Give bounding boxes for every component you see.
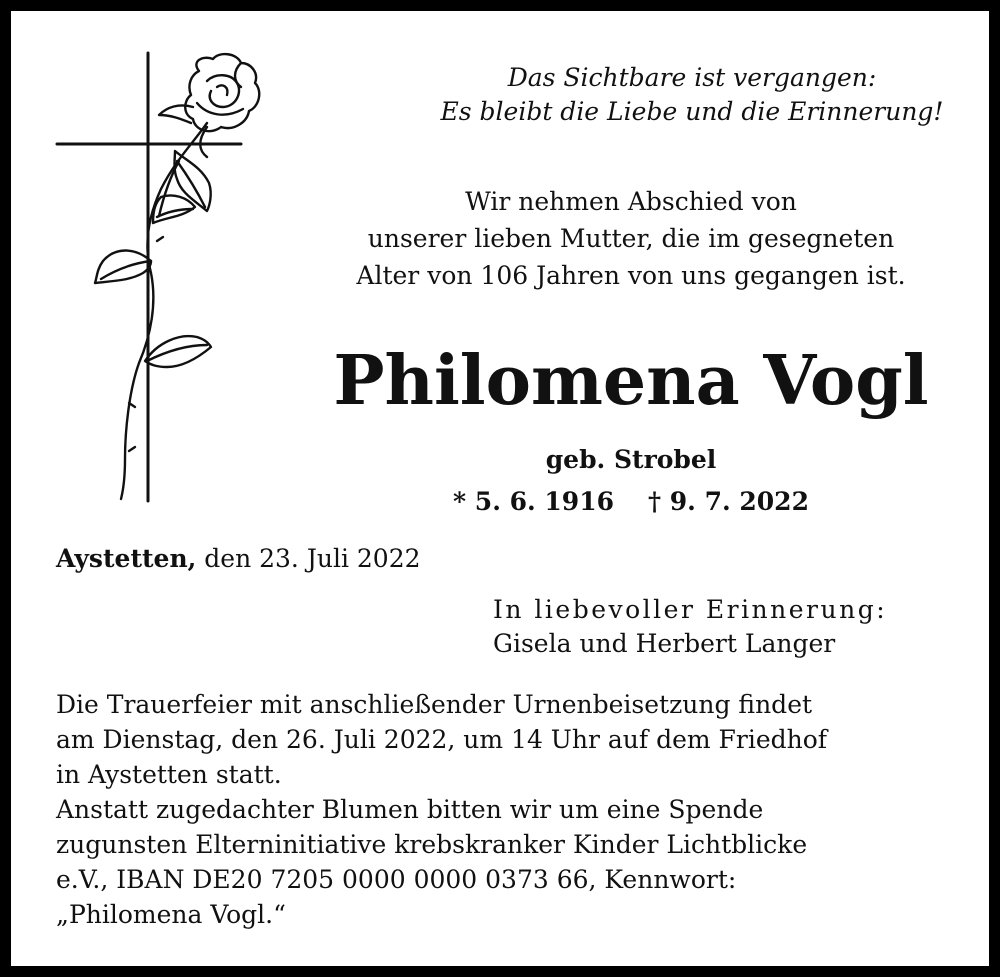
birth-date: * 5. 6. 1916 (453, 487, 614, 516)
quote (412, 61, 972, 129)
announcement-line: in Aystetten statt. (56, 760, 282, 789)
birth-name: geb. Strobel (545, 445, 717, 474)
memory-signature (493, 593, 887, 661)
life-dates (271, 485, 991, 519)
cross-with-rose-icon (11, 11, 291, 531)
announcement-line: Die Trauerfeier mit anschließender Urnenbeisetzung findet (56, 690, 813, 719)
intro-text (271, 183, 991, 294)
memory-line: In liebevoller Erinnerung: (493, 595, 888, 624)
funeral-announcement (56, 687, 996, 932)
announcement-line: zugunsten Elterninitiative krebskranker Kinder Lichtblicke (56, 830, 808, 859)
mourners: Gisela und Herbert Langer (493, 629, 836, 658)
deceased-name: Philomena Vogl (333, 341, 929, 421)
intro-line: Alter von 106 Jahren von uns gegangen ist. (356, 261, 906, 290)
announcement-line: „Philomena Vogl.“ (56, 900, 286, 929)
announcement-line: Anstatt zugedachter Blumen bitten wir um eine Spende (56, 795, 764, 824)
obituary-card (11, 11, 989, 966)
place-and-date (56, 541, 421, 577)
place-date: den 23. Juli 2022 (196, 544, 421, 573)
quote-line: Es bleibt die Liebe und die Erinnerung! (440, 97, 944, 126)
announcement-line: e.V., IBAN DE20 7205 0000 0000 0373 66, Kennwort: (56, 865, 737, 894)
announcement-line: am Dienstag, den 26. Juli 2022, um 14 Uhr auf dem Friedhof (56, 725, 828, 754)
death-date: † 9. 7. 2022 (648, 487, 809, 516)
place-town: Aystetten, (56, 544, 197, 573)
intro-line: unserer lieben Mutter, die im gesegneten (367, 224, 895, 253)
quote-line: Das Sichtbare ist vergangen: (507, 63, 877, 92)
intro-line: Wir nehmen Abschied von (465, 187, 797, 216)
